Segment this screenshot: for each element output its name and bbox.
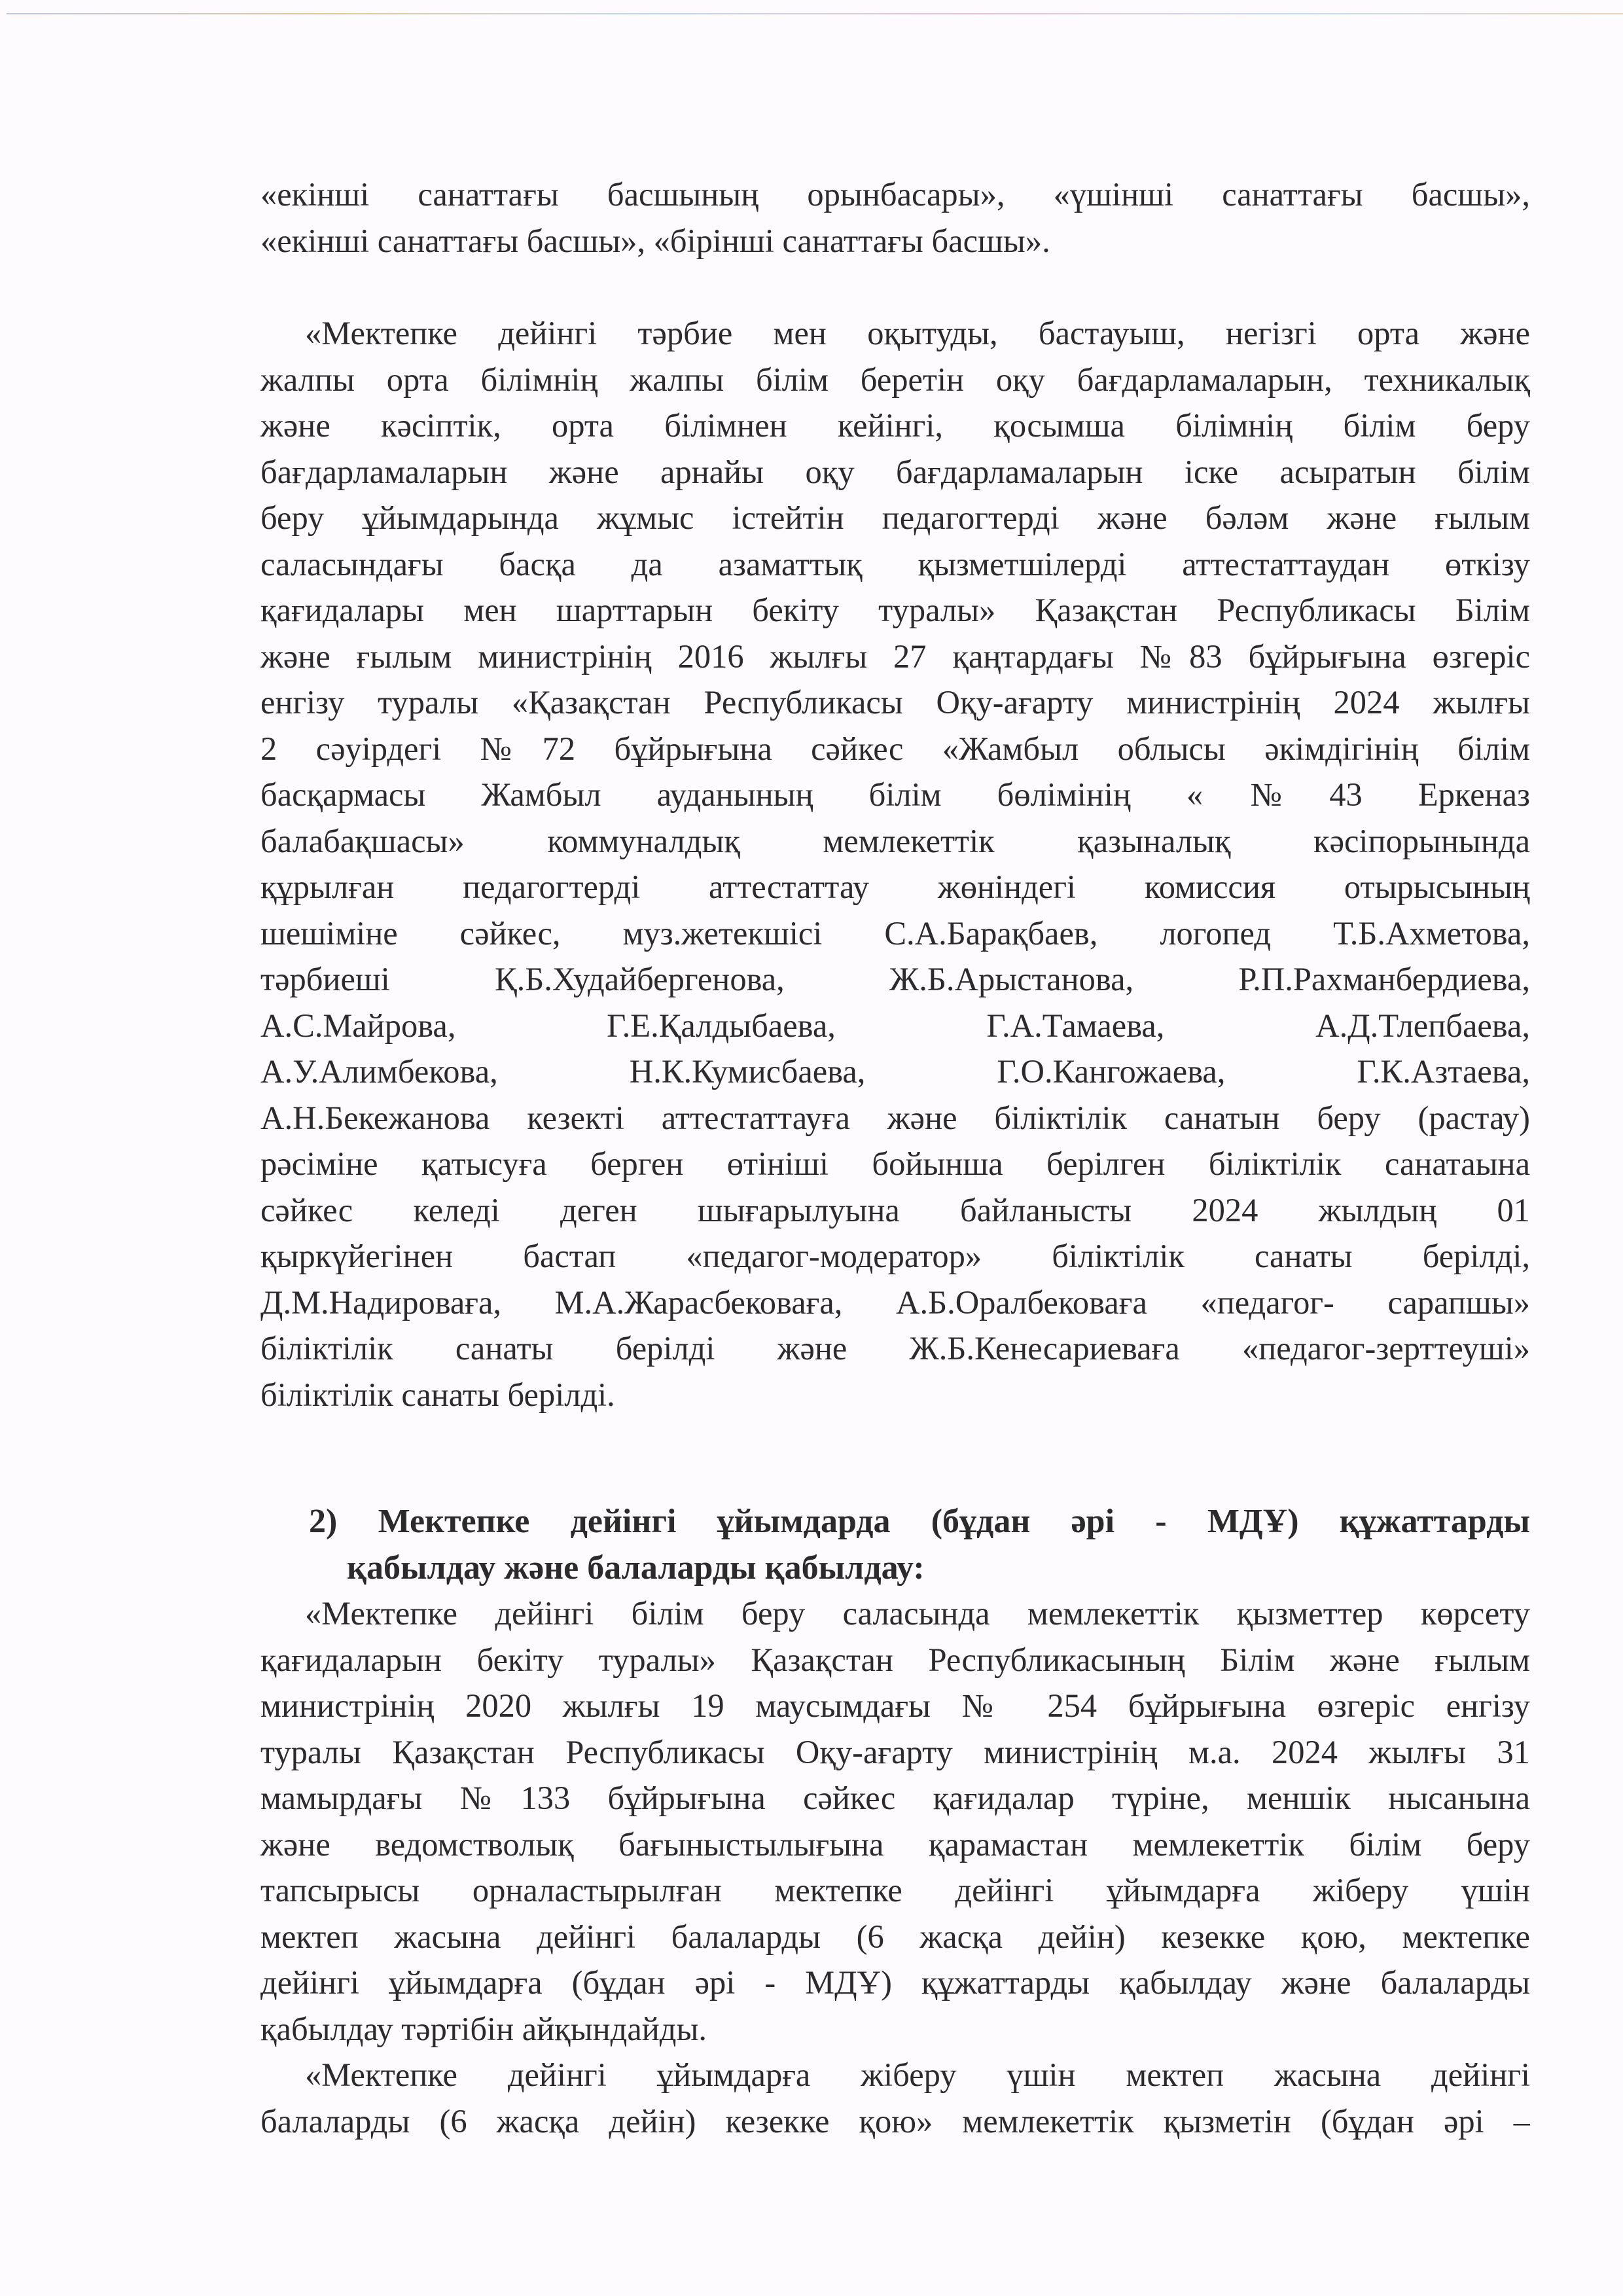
text-line: біліктілік санаты берілді және Ж.Б.Кенесариеваға «педагог-зерттеуші» [260,1330,1530,1367]
text-line: «екінші санаттағы басшы», «бірінші санаттағы басшы». [260,222,1050,259]
section-heading [309,1499,1530,1591]
text-line: беру ұйымдарында жұмыс істейтін педагогтерді және бәләм және ғылым [260,499,1530,536]
text-line: басқармасы Жамбыл ауданының білім бөлімінің «№43 Еркеназ [260,776,1530,813]
text-line: А.У.Алимбекова, Н.К.Кумисбаева, Г.О.Кангожаева, Г.К.Азтаева, [260,1053,1530,1090]
text-line: туралы Қазақстан Республикасы Оқу-ағарту министрінің м.а. 2024 жылғы 31 [260,1733,1530,1770]
text-line: енгізу туралы «Қазақстан Республикасы Оқу-ағарту министрінің 2024 жылғы [260,684,1530,721]
text-line: қағидалары мен шарттарын бекіту туралы» Қазақстан Республикасы Білім [260,592,1530,628]
text-line: А.С.Майрова, Г.Е.Қалдыбаева, Г.А.Тамаева, А.Д.Тлепбаева, [260,1007,1530,1044]
text-line: Д.М.Надироваға, М.А.Жарасбековаға, А.Б.Оралбековаға «педагог- сарапшы» [260,1283,1530,1321]
text-line: және ғылым министрінің 2016 жылғы 27 қаңтардағы №83 бұйрығына өзгеріс [260,637,1530,675]
paragraph-continuation [260,171,1530,264]
text-line: тәрбиеші Қ.Б.Худайбергенова, Ж.Б.Арыстанова, Р.П.Рахманбердиева, [260,961,1530,997]
text-line: қыркүйегінен бастап «педагог-модератор» біліктілік санаты берілді, [260,1238,1530,1274]
text-line: 2 сәуірдегі №72 бұйрығына сәйкес «Жамбыл облысы әкімдігінің білім [260,730,1530,767]
paragraph-attestation [260,310,1530,1418]
text-line: «Мектепке дейінгі ұйымдарға жіберу үшін мектеп жасына дейінгі [305,2056,1530,2093]
text-line: балабақшасы» коммуналдық мемлекеттік қазыналық кәсіпорынында [260,822,1530,859]
text-line: қағидаларын бекіту туралы» Қазақстан Республикасының Білім және ғылым [260,1641,1530,1678]
text-line: мамырдағы №133 бұйрығына сәйкес қағидалар түріне, меншік нысанына [260,1780,1530,1816]
text-line: рәсіміне қатысуға берген өтініші бойынша берілген біліктілік санатаына [260,1145,1530,1182]
text-line: біліктілік санаты берілді. [260,1376,615,1413]
text-line: дейінгі ұйымдарға (бұдан әрі - МДҰ) құжаттарды қабылдау және балаларды [260,1964,1530,2001]
text-line: және кәсіптік, орта білімнен кейінгі, қосымша білімнің білім беру [260,407,1530,444]
text-line: тапсырысы орналастырылған мектепке дейінгі ұйымдарға жіберу үшін [260,1872,1530,1909]
text-line: министрінің 2020 жылғы 19 маусымдағы № 254 бұйрығына өзгеріс енгізу [260,1687,1530,1724]
scan-edge-artifact [7,13,1623,14]
text-line: шешіміне сәйкес, муз.жетекшісі С.А.Барақбаев, логопед Т.Б.Ахметова, [260,914,1530,952]
text-line: саласындағы басқа да азаматтық қызметшілерді аттестаттаудан өткізу [260,545,1530,583]
text-line: және ведомстволық бағыныстылығына қарамастан мемлекеттік білім беру [260,1825,1530,1863]
paragraph-rules [260,1590,1530,2144]
text-line: «Мектепке дейінгі тәрбие мен оқытуды, бастауыш, негізгі орта және [305,315,1530,351]
text-line: балаларды (6 жасқа дейін) кезекке қою» мемлекеттік қызметін (бұдан әрі – [260,2102,1530,2140]
text-line: «Мектепке дейінгі білім беру саласында мемлекеттік қызметтер көрсету [305,1595,1530,1632]
text-line: бағдарламаларын және арнайы оқу бағдарламаларын іске асыратын білім [260,453,1530,490]
text-line: жалпы орта білімнің жалпы білім беретін оқу бағдарламаларын, техникалық [260,361,1530,398]
heading-line: қабылдау және балаларды қабылдау: [347,1549,925,1587]
text-line: сәйкес келеді деген шығарылуына байланысты 2024 жылдың 01 [260,1191,1530,1229]
text-line: қабылдау тәртібін айқындайды. [260,2010,707,2047]
text-line: «екінші санаттағы басшының орынбасары», «үшінші санаттағы басшы», [260,176,1530,213]
text-line: А.Н.Бекежанова кезекті аттестаттауға және біліктілік санатын беру (растау) [260,1099,1530,1136]
heading-line: 2) Мектепке дейінгі ұйымдарда (бұдан әрі - МДҰ) құжаттарды [309,1503,1530,1540]
text-line: құрылған педагогтерді аттестаттау жөніндегі комиссия отырысының [260,869,1530,905]
text-line: мектеп жасына дейінгі балаларды (6 жасқа дейін) кезекке қою, мектепке [260,1918,1530,1955]
